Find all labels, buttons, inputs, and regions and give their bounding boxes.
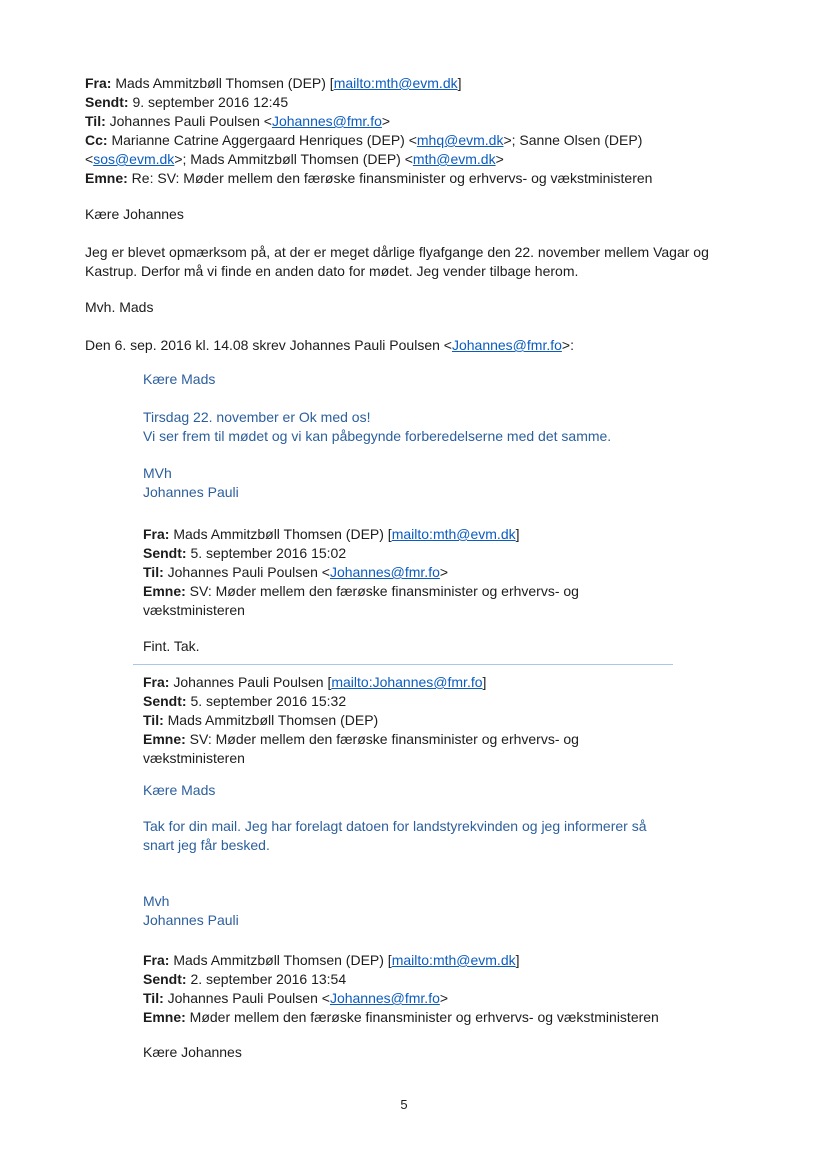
cc-label: Cc: bbox=[85, 132, 108, 148]
header-cc-line-1 bbox=[85, 131, 745, 150]
emne-label: Emne: bbox=[85, 170, 128, 186]
header-fra-line bbox=[143, 951, 745, 970]
fra-text: Mads Ammitzbøll Thomsen (DEP) [ bbox=[169, 526, 392, 542]
fra-mailto-link[interactable]: mailto:mth@evm.dk bbox=[333, 75, 458, 91]
quoted-email-2-header bbox=[143, 525, 745, 620]
body-line: Kastrup. Derfor må vi finde en anden dato for mødet. Jeg vender tilbage herom. bbox=[85, 263, 579, 279]
til-label: Til: bbox=[143, 712, 164, 728]
til-text: Johannes Pauli Poulsen < bbox=[105, 113, 272, 129]
sendt-value: 2. september 2016 13:54 bbox=[186, 971, 347, 987]
emne-value: Møder mellem den færøske finansminister og erhvervs- og vækstministeren bbox=[185, 1009, 659, 1025]
fra-text-close: ] bbox=[457, 75, 462, 91]
sendt-label: Sendt: bbox=[143, 693, 187, 709]
header-fra-line bbox=[143, 525, 745, 544]
reply-paragraph bbox=[143, 817, 745, 855]
body-paragraph bbox=[85, 243, 745, 281]
cc-email-link-1[interactable]: mhq@evm.dk bbox=[416, 132, 504, 148]
til-text: Johannes Pauli Poulsen < bbox=[163, 564, 330, 580]
reply-signoff-line: MVh bbox=[143, 465, 172, 481]
header-til-line bbox=[143, 711, 745, 730]
fra-label: Fra: bbox=[143, 674, 170, 690]
fra-text: Johannes Pauli Poulsen [ bbox=[169, 674, 332, 690]
header-emne-line bbox=[143, 582, 745, 601]
fra-label: Fra: bbox=[143, 526, 170, 542]
til-text-close: > bbox=[439, 990, 449, 1006]
reply-signoff-name: Johannes Pauli bbox=[143, 484, 239, 500]
header-emne-line bbox=[143, 1008, 745, 1027]
reply-paragraph bbox=[143, 408, 745, 446]
header-sendt-line bbox=[143, 970, 745, 989]
cc-text-mid-2: >; Mads Ammitzbøll Thomsen (DEP) < bbox=[174, 151, 413, 167]
sendt-label: Sendt: bbox=[143, 545, 187, 561]
cc-email-link-2[interactable]: sos@evm.dk bbox=[93, 151, 175, 167]
reply-signoff-name: Johannes Pauli bbox=[143, 912, 239, 928]
thread-divider bbox=[133, 664, 673, 665]
greeting: Kære Johannes bbox=[85, 206, 184, 222]
reply-signoff bbox=[143, 464, 745, 502]
fra-text-close: ] bbox=[482, 674, 487, 690]
fra-text: Mads Ammitzbøll Thomsen (DEP) [ bbox=[111, 75, 334, 91]
reply-greeting: Kære Mads bbox=[143, 782, 216, 798]
til-email-link[interactable]: Johannes@fmr.fo bbox=[329, 564, 440, 580]
body-line: Jeg er blevet opmærksom på, at der er meget dårlige flyafgange den 22. november mellem Vagar og bbox=[85, 244, 709, 260]
fra-mailto-link[interactable]: mailto:mth@evm.dk bbox=[391, 526, 516, 542]
sendt-value: 5. september 2016 15:02 bbox=[186, 545, 347, 561]
quote-intro-email-link[interactable]: Johannes@fmr.fo bbox=[451, 337, 562, 353]
til-email-link[interactable]: Johannes@fmr.fo bbox=[271, 113, 382, 129]
reply-line: Tirsdag 22. november er Ok med os! bbox=[143, 409, 371, 425]
quote-intro-line bbox=[85, 336, 745, 355]
quoted-thread bbox=[143, 370, 745, 1062]
emne-value: SV: Møder mellem den færøske finansminister og erhvervs- og bbox=[185, 583, 579, 599]
til-label: Til: bbox=[143, 564, 164, 580]
header-fra-line bbox=[85, 74, 745, 93]
cc-text-mid: >; Sanne Olsen (DEP) bbox=[503, 132, 643, 148]
sendt-value: 5. september 2016 15:32 bbox=[186, 693, 347, 709]
quote-intro-text: Den 6. sep. 2016 kl. 14.08 skrev Johannes Pauli Poulsen < bbox=[85, 337, 452, 353]
quoted-email-3-header bbox=[143, 673, 745, 768]
header-sendt-line bbox=[85, 93, 745, 112]
cc-text-close: > bbox=[495, 151, 504, 167]
reply-signoff-line: Mvh bbox=[143, 893, 170, 909]
til-label: Til: bbox=[143, 990, 164, 1006]
fra-label: Fra: bbox=[143, 952, 170, 968]
quoted-email-4-header bbox=[143, 951, 745, 1027]
header-fra-line bbox=[143, 673, 745, 692]
cc-text: Marianne Catrine Aggergaard Henriques (DEP) < bbox=[107, 132, 417, 148]
til-text-close: > bbox=[381, 113, 391, 129]
cc-email-link-3[interactable]: mth@evm.dk bbox=[412, 151, 496, 167]
header-cc-line-2 bbox=[85, 150, 745, 169]
reply-line: snart jeg får besked. bbox=[143, 837, 270, 853]
quoted-email-2-body: Fint. Tak. bbox=[143, 638, 200, 654]
header-til-line bbox=[85, 112, 745, 131]
quote-intro-close: >: bbox=[561, 337, 574, 353]
email-thread bbox=[85, 74, 745, 1062]
fra-text-close: ] bbox=[515, 952, 520, 968]
fra-mailto-link[interactable]: mailto:Johannes@fmr.fo bbox=[331, 674, 483, 690]
sendt-label: Sendt: bbox=[85, 94, 129, 110]
til-label: Til: bbox=[85, 113, 106, 129]
sendt-value: 9. september 2016 12:45 bbox=[128, 94, 289, 110]
fra-label: Fra: bbox=[85, 75, 112, 91]
header-til-line bbox=[143, 989, 745, 1008]
header-emne-wrap-line: vækstministeren bbox=[143, 602, 245, 618]
til-value: Mads Ammitzbøll Thomsen (DEP) bbox=[163, 712, 379, 728]
header-emne-wrap-line: vækstministeren bbox=[143, 750, 245, 766]
reply-signoff bbox=[143, 892, 745, 930]
emne-value: Re: SV: Møder mellem den færøske finansminister og erhvervs- og vækstministeren bbox=[127, 170, 653, 186]
emne-value: SV: Møder mellem den færøske finansminister og erhvervs- og bbox=[185, 731, 579, 747]
header-sendt-line bbox=[143, 544, 745, 563]
til-email-link[interactable]: Johannes@fmr.fo bbox=[329, 990, 440, 1006]
til-text: Johannes Pauli Poulsen < bbox=[163, 990, 330, 1006]
fra-text: Mads Ammitzbøll Thomsen (DEP) [ bbox=[169, 952, 392, 968]
signoff: Mvh. Mads bbox=[85, 299, 154, 315]
cc-text-2: < bbox=[85, 151, 94, 167]
fra-text-close: ] bbox=[515, 526, 520, 542]
til-text-close: > bbox=[439, 564, 449, 580]
fra-mailto-link[interactable]: mailto:mth@evm.dk bbox=[391, 952, 516, 968]
emne-label: Emne: bbox=[143, 1009, 186, 1025]
sendt-label: Sendt: bbox=[143, 971, 187, 987]
header-til-line bbox=[143, 563, 745, 582]
header-emne-line bbox=[143, 730, 745, 749]
reply-line: Tak for din mail. Jeg har forelagt datoen for landstyrekvinden og jeg informerer så bbox=[143, 818, 647, 834]
emne-label: Emne: bbox=[143, 583, 186, 599]
greeting: Kære Johannes bbox=[143, 1044, 242, 1060]
header-emne-line bbox=[85, 169, 745, 188]
page-number: 5 bbox=[400, 1097, 408, 1112]
emne-label: Emne: bbox=[143, 731, 186, 747]
reply-greeting: Kære Mads bbox=[143, 371, 216, 387]
reply-line: Vi ser frem til mødet og vi kan påbegynde forberedelserne med det samme. bbox=[143, 428, 612, 444]
header-sendt-line bbox=[143, 692, 745, 711]
